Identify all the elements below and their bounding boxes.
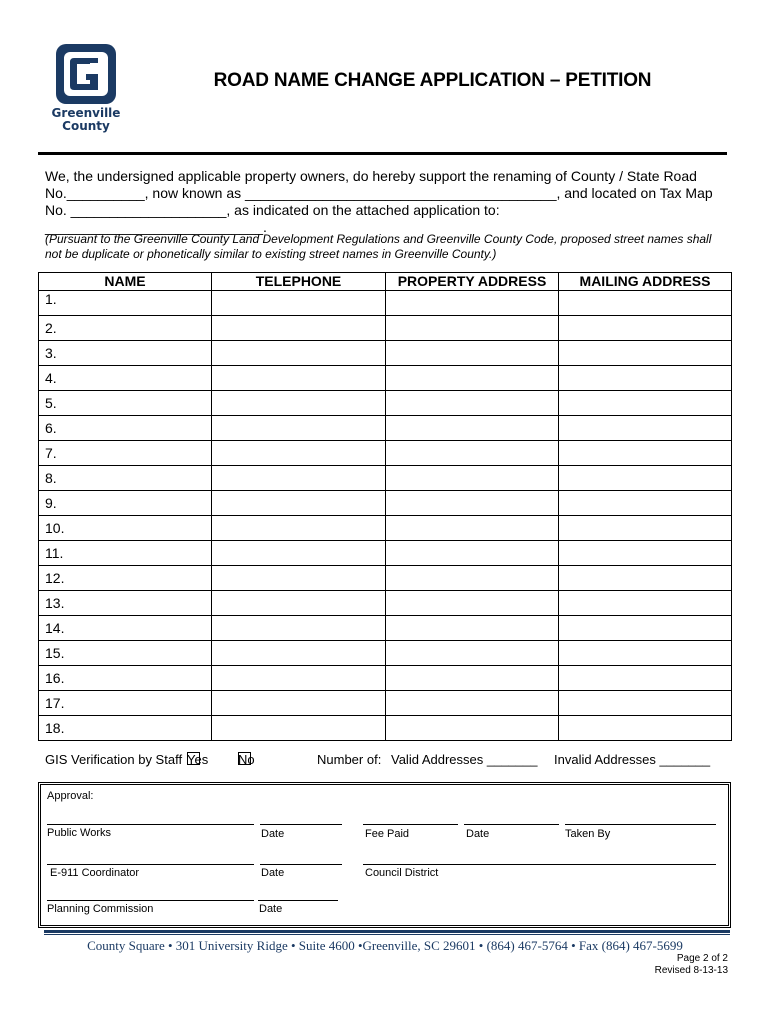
property-address-cell[interactable] [386,516,559,541]
footer-divider-thin [44,934,730,935]
telephone-cell[interactable] [212,291,386,316]
table-row [39,566,732,591]
telephone-cell[interactable] [212,366,386,391]
telephone-cell[interactable] [212,516,386,541]
intro-paragraph [45,168,725,236]
e911-date-label: Date [261,867,285,879]
property-address-cell[interactable] [386,316,559,341]
revision-date: Revised 8-13-13 [654,965,728,976]
telephone-cell[interactable] [212,541,386,566]
telephone-cell[interactable] [212,566,386,591]
mailing-address-cell[interactable] [559,566,732,591]
mailing-address-cell[interactable] [559,391,732,416]
property-address-cell[interactable] [386,341,559,366]
e911-signature-line[interactable] [47,864,254,865]
table-row [39,691,732,716]
property-address-cell[interactable] [386,416,559,441]
header-mailing-address: MAILING ADDRESS [559,273,732,291]
telephone-cell[interactable] [212,591,386,616]
approval-heading: Approval: [47,790,94,802]
mailing-address-cell[interactable] [559,316,732,341]
logo-wordmark [40,107,132,133]
table-row [39,591,732,616]
planning-signature-line[interactable] [47,900,254,901]
regulation-note: (Pursuant to the Greenville County Land Development Regulations and Greenville County Code, proposed street names shall not be duplicate or phonetically similar to existing street names in Greenville County.) [45,232,712,261]
footer-divider [44,930,730,933]
name-cell[interactable]: 10. [39,516,212,541]
valid-addresses-field: Valid Addresses _______ [391,752,538,767]
property-address-cell[interactable] [386,441,559,466]
mailing-address-cell[interactable] [559,516,732,541]
telephone-cell[interactable] [212,341,386,366]
header-name: NAME [39,273,212,291]
planning-date-label: Date [259,903,283,915]
intro-line-2-right: , and located on Tax Map [556,185,713,201]
public-works-date-label: Date [261,828,285,840]
name-cell[interactable]: 3. [39,341,212,366]
telephone-cell[interactable] [212,491,386,516]
name-cell[interactable]: 8. [39,466,212,491]
mailing-address-cell[interactable] [559,491,732,516]
property-address-cell[interactable] [386,541,559,566]
gis-verification [45,752,735,770]
table-row [39,466,732,491]
e911-date-line[interactable] [260,864,342,865]
page-number: Page 2 of 2 [676,953,728,964]
yes-label: Yes [187,752,209,767]
telephone-cell[interactable] [212,391,386,416]
intro-line-2 [45,185,725,202]
name-cell[interactable]: 14. [39,616,212,641]
name-cell[interactable]: 7. [39,441,212,466]
public-works-signature-line[interactable] [47,824,254,825]
petition-table [38,272,732,741]
property-address-cell[interactable] [386,591,559,616]
page-title: ROAD NAME CHANGE APPLICATION – PETITION [213,70,652,91]
planning-commission-label: Planning Commission [47,903,154,915]
mailing-address-cell[interactable] [559,716,732,741]
mailing-address-cell[interactable] [559,616,732,641]
property-address-cell[interactable] [386,691,559,716]
table-header-row [39,273,732,291]
telephone-cell[interactable] [212,441,386,466]
number-of-label: Number of: [317,752,382,767]
name-cell[interactable]: 13. [39,591,212,616]
name-cell[interactable]: 12. [39,566,212,591]
fee-date-line[interactable] [464,824,559,825]
council-district-label: Council District [365,867,439,879]
gis-label: GIS Verification by Staff [45,752,183,767]
table-row [39,641,732,666]
table-row [39,316,732,341]
no-label: No [238,752,255,767]
name-cell[interactable]: 16. [39,666,212,691]
property-address-cell[interactable] [386,616,559,641]
e911-label: E-911 Coordinator [50,867,140,879]
mailing-address-cell[interactable] [559,466,732,491]
header-telephone: TELEPHONE [212,273,386,291]
footer-address: County Square • 301 University Ridge • Suite 4600 •Greenville, SC 29601 • (864) 467-5764 • Fax (864) 467-5699 [87,938,683,953]
approval-box [38,782,731,928]
table-row [39,491,732,516]
telephone-cell[interactable] [212,616,386,641]
logo-line-1: Greenville [51,106,121,120]
name-cell[interactable]: 2. [39,316,212,341]
mailing-address-cell[interactable] [559,341,732,366]
taken-by-line[interactable] [565,824,716,825]
mailing-address-cell[interactable] [559,641,732,666]
table-row [39,441,732,466]
table-row [39,541,732,566]
name-cell[interactable]: 4. [39,366,212,391]
property-address-cell[interactable] [386,366,559,391]
mailing-address-cell[interactable] [559,666,732,691]
planning-date-line[interactable] [258,900,338,901]
telephone-cell[interactable] [212,666,386,691]
property-address-cell[interactable] [386,566,559,591]
telephone-cell[interactable] [212,316,386,341]
fee-paid-line[interactable] [363,824,458,825]
telephone-cell[interactable] [212,641,386,666]
property-address-cell[interactable] [386,491,559,516]
mailing-address-cell[interactable] [559,691,732,716]
property-address-cell[interactable] [386,716,559,741]
mailing-address-cell[interactable] [559,441,732,466]
fee-date-label: Date [466,828,490,840]
intro-line-2-left: No.__________, now known as ________________________________________ [45,185,557,201]
name-cell[interactable]: 6. [39,416,212,441]
table-row [39,416,732,441]
public-works-label: Public Works [47,827,111,839]
invalid-addresses-field: Invalid Addresses _______ [554,752,711,767]
table-row [39,616,732,641]
name-cell[interactable]: 11. [39,541,212,566]
telephone-cell[interactable] [212,691,386,716]
property-address-cell[interactable] [386,641,559,666]
table-row [39,341,732,366]
intro-line-1: We, the undersigned applicable property owners, do hereby support the renaming of County / State Road [45,168,697,184]
mailing-address-cell[interactable] [559,291,732,316]
property-address-cell[interactable] [386,291,559,316]
fee-paid-label: Fee Paid [365,828,410,840]
table-row [39,716,732,741]
council-district-line[interactable] [363,864,716,865]
telephone-cell[interactable] [212,716,386,741]
table-row [39,291,732,316]
taken-by-label: Taken By [565,828,611,840]
telephone-cell[interactable] [212,416,386,441]
mailing-address-cell[interactable] [559,541,732,566]
logo-line-2: County [62,119,110,133]
mailing-address-cell[interactable] [559,366,732,391]
title-divider [38,152,727,155]
name-cell[interactable]: 1. [39,291,212,316]
name-cell[interactable]: 5. [39,391,212,416]
name-cell[interactable]: 17. [39,691,212,716]
property-address-cell[interactable] [386,391,559,416]
property-address-cell[interactable] [386,466,559,491]
name-cell[interactable]: 15. [39,641,212,666]
mailing-address-cell[interactable] [559,591,732,616]
name-cell[interactable]: 18. [39,716,212,741]
intro-line-3: No. ____________________, as indicated on the attached application to: ____________________________. [45,202,500,235]
table-row [39,666,732,691]
mailing-address-cell[interactable] [559,416,732,441]
table-row [39,366,732,391]
table-row [39,516,732,541]
public-works-date-line[interactable] [260,824,342,825]
table-row [39,391,732,416]
property-address-cell[interactable] [386,666,559,691]
header-property-address: PROPERTY ADDRESS [386,273,559,291]
telephone-cell[interactable] [212,466,386,491]
name-cell[interactable]: 9. [39,491,212,516]
